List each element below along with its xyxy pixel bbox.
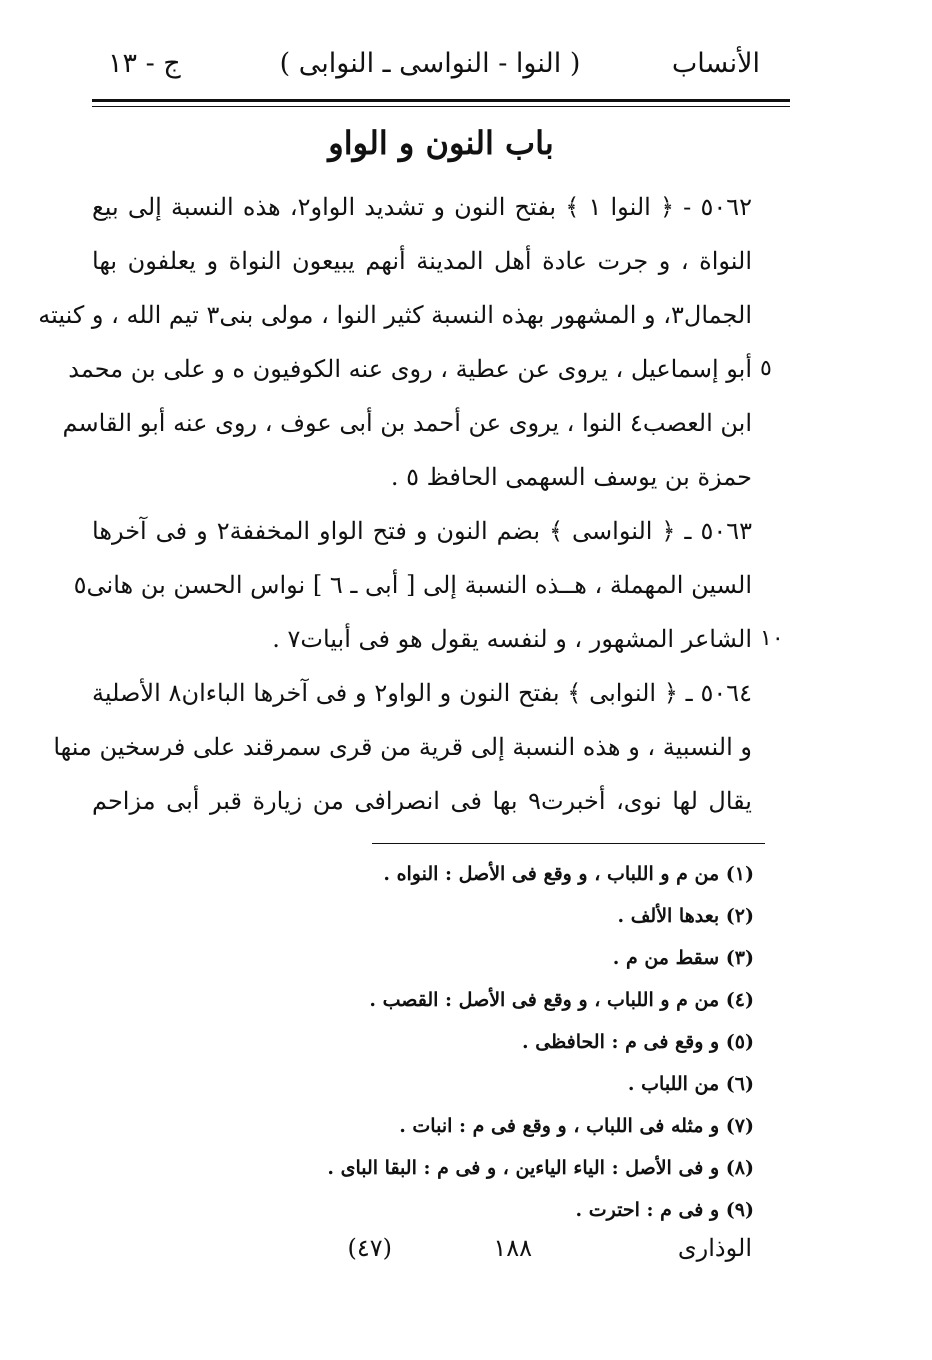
line-number: ١٠ bbox=[760, 626, 784, 651]
footnotes bbox=[300, 853, 754, 1231]
text-line: ٥٠٦٤ ـ ﴿ النوابى ﴾ بفتح النون و الواو٢ و فى آخرها الباءان٨ الأصلية bbox=[92, 679, 752, 707]
text-line: ٥٠٦٣ ـ ﴿ النواسى ﴾ بضم النون و فتح الواو المخففة٢ و فى آخرها bbox=[92, 517, 752, 545]
text-line: الشاعر المشهور ، و لنفسه يقول هو فى أبيات٧ . bbox=[272, 625, 752, 653]
footnote: (٧) و مثله فى اللباب ، و وقع فى م : انبات . bbox=[399, 1115, 754, 1137]
line-number: ٥ bbox=[760, 356, 772, 381]
chapter-title: باب النون و الواو bbox=[328, 124, 554, 162]
footer-signature: الوذارى bbox=[677, 1234, 752, 1262]
footnote: (٨) و فى الأصل : الياء الياءين ، و فى م : البقا الباى . bbox=[327, 1157, 754, 1179]
header-rule-thick bbox=[92, 99, 790, 102]
text-line: ٥٠٦٢ - ﴿ النوا ١ ﴾ بفتح النون و تشديد الواو٢، هذه النسبة إلى بيع bbox=[92, 193, 752, 221]
footnote: (٦) من اللباب . bbox=[627, 1073, 754, 1095]
text-line: السين المهملة ، هــذه النسبة إلى [ أبى ـ ٦ ] نواس الحسن بن هانى٥ bbox=[73, 571, 752, 599]
footnote: (٢) بعدها الألف . bbox=[617, 905, 754, 927]
header-rule-thin bbox=[92, 106, 790, 107]
text-line: النواة ، و جرت عادة أهل المدينة أنهم يبيعون النواة و يعلفون بها bbox=[92, 247, 752, 275]
text-line: و النسبية ، و هذه النسبة إلى قرية من قرى سمرقند على فرسخين منها bbox=[53, 733, 752, 761]
text-line: الجمال٣، و المشهور بهذه النسبة كثير النوا ، مولى بنى٣ تيم الله ، و كنيته bbox=[38, 301, 752, 329]
text-line: أبو إسماعيل ، يروى عن عطية ، روى عنه الكوفيون ه و على بن محمد bbox=[68, 355, 752, 383]
footnote: (١) من م و اللباب ، و وقع فى الأصل : النواه . bbox=[383, 863, 754, 885]
header-volume: ج - ١٣ bbox=[108, 48, 181, 79]
footer-page-number: ١٨٨ bbox=[493, 1234, 532, 1262]
page-footer bbox=[92, 1234, 752, 1274]
text-line: ابن العصب٤ النوا ، يروى عن أحمد بن أبى عوف ، روى عنه أبو القاسم bbox=[62, 409, 752, 437]
footnote: (٩) و فى م : احترت . bbox=[575, 1199, 754, 1221]
text-line: يقال لها نوى، أخبرت٩ بها فى انصرافى من زيارة قبر أبى مزاحم bbox=[92, 787, 752, 815]
running-header bbox=[100, 48, 760, 92]
footnote: (٣) سقط من م . bbox=[612, 947, 754, 969]
footnote: (٥) و وقع فى م : الحافظى . bbox=[522, 1031, 754, 1053]
footnote: (٤) من م و اللباب ، و وقع فى الأصل : القصب . bbox=[369, 989, 754, 1011]
text-line: حمزة بن يوسف السهمى الحافظ ٥ . bbox=[390, 463, 752, 491]
footnote-rule bbox=[372, 843, 765, 844]
header-section-title: ( النوا - النواسى ـ النوابى ) bbox=[279, 48, 581, 79]
header-book-title: الأنساب bbox=[671, 48, 760, 79]
footer-sheet-number: (٤٧) bbox=[347, 1234, 392, 1262]
